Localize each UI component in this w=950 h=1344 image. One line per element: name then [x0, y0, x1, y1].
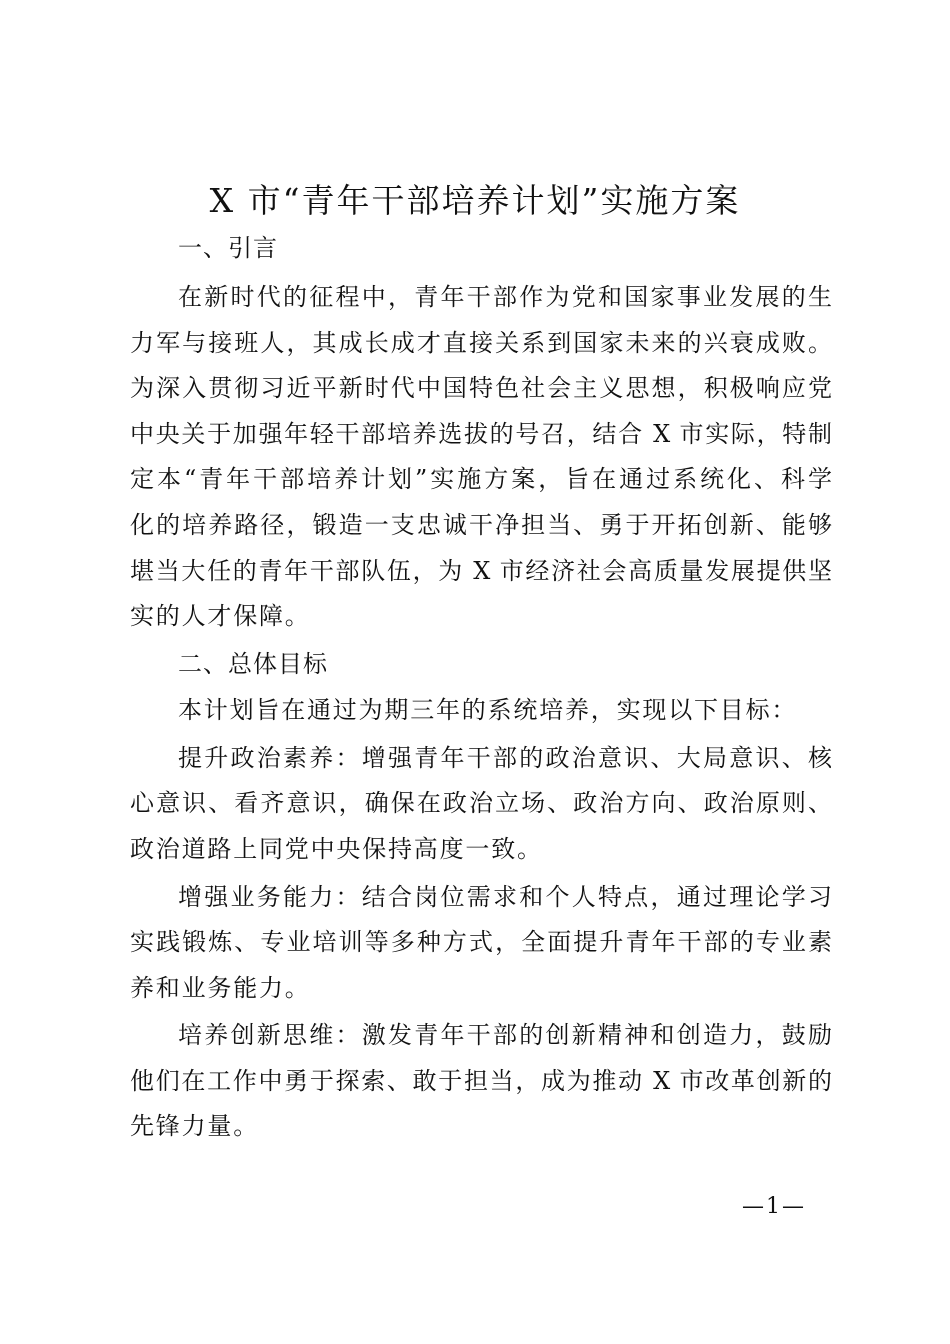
paragraph-line: 实的人才保障。	[130, 602, 311, 630]
paragraph-line: 化的培养路径，锻造一支忠诚干净担当、勇于开拓创新、能够	[130, 511, 832, 539]
paragraph-line: 为深入贯彻习近平新时代中国特色社会主义思想，积极响应党	[130, 374, 832, 402]
section-heading-introduction: 一、引言	[178, 234, 278, 262]
paragraph-line: 他们在工作中勇于探索、敢于担当，成为推动 X 市改革创新的	[130, 1067, 832, 1095]
paragraph-line: 定本“青年干部培养计划”实施方案，旨在通过系统化、科学	[130, 465, 832, 493]
paragraph-line: 中央关于加强年轻干部培养选拔的号召，结合 X 市实际，特制	[130, 420, 832, 448]
paragraph-line: 实践锻炼、专业培训等多种方式，全面提升青年干部的专业素	[130, 928, 832, 956]
paragraph-line: 先锋力量。	[130, 1112, 259, 1140]
paragraph-line: 心意识、看齐意识，确保在政治立场、政治方向、政治原则、	[130, 789, 832, 817]
paragraph-line: 养和业务能力。	[130, 974, 311, 1002]
paragraph-line: 政治道路上同党中央保持高度一致。	[130, 835, 543, 863]
paragraph-line: 堪当大任的青年干部队伍，为 X 市经济社会高质量发展提供坚	[130, 557, 832, 585]
document-title: X 市“青年干部培养计划”实施方案	[209, 181, 741, 220]
paragraph-line: 在新时代的征程中，青年干部作为党和国家事业发展的生	[178, 283, 832, 311]
paragraph-line: 力军与接班人，其成长成才直接关系到国家未来的兴衰成败。	[130, 329, 832, 357]
paragraph-line: 增强业务能力：结合岗位需求和个人特点，通过理论学习	[178, 883, 832, 911]
page-number: —1—	[742, 1194, 806, 1219]
section-heading-overall-goals: 二、总体目标	[178, 650, 328, 678]
paragraph-line: 提升政治素养：增强青年干部的政治意识、大局意识、核	[178, 744, 832, 772]
paragraph-line: 本计划旨在通过为期三年的系统培养，实现以下目标：	[178, 696, 798, 724]
paragraph-line: 培养创新思维：激发青年干部的创新精神和创造力，鼓励	[178, 1021, 832, 1049]
